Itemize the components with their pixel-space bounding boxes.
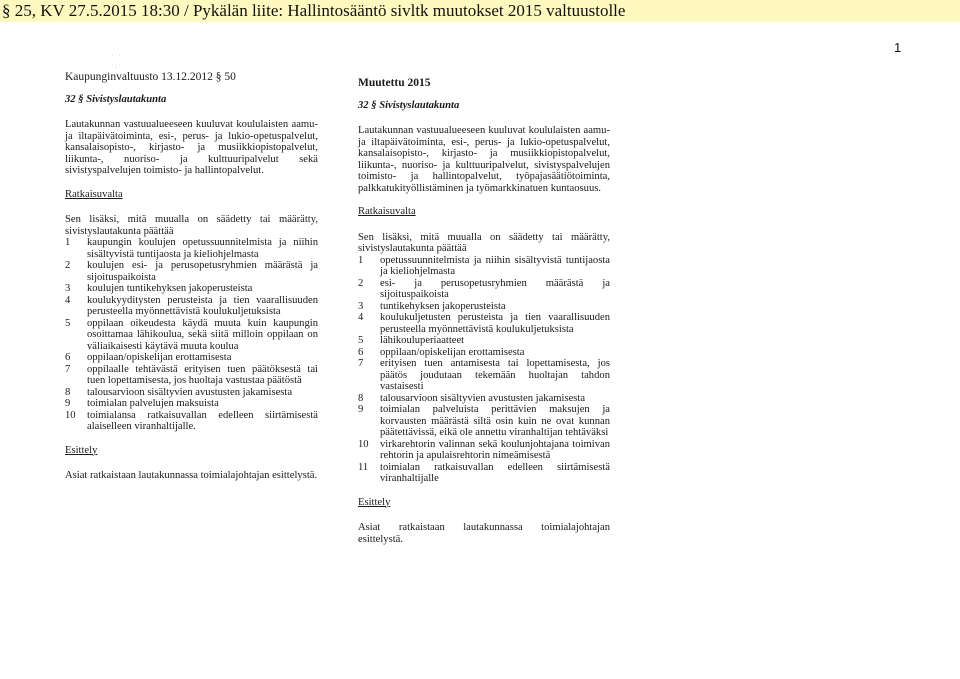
list-item: 1 kaupungin koulujen opetussuunnitelmista ja niihin sisältyvistä tuntijaosta ja kieliohjelmasta xyxy=(65,237,318,260)
left-intro-paragraph: Lautakunnan vastuualueeseen kuuluvat koululaisten aamu- ja iltapäivätoiminta, esi-, perus- ja lukio-opetuspalvelut, kansalaisopisto-, kirjasto- ja musiikkiopistopalvelut, liikunta-, nuoriso- ja kulttuuripalvelut sekä sivistyspalvelujen toimisto- ja hallintopalvelut. xyxy=(65,119,318,176)
list-item: 1 opetussuunnitelmista ja niihin sisältyvistä tuntijaosta ja kieliohjelmasta xyxy=(358,254,610,277)
list-item: 2 esi- ja perusopetusryhmien määrästä ja sijoituspaikoista xyxy=(358,277,610,300)
list-item: 7 erityisen tuen antamisesta tai lopettamisesta, jos päätös joudutaan tekemään huoltajan tahdon vastaisesti xyxy=(358,358,610,392)
list-item: 5 oppilaan oikeudesta käydä muuta kuin kaupungin osoittamaa lähikoulua, sekä siitä milloin oppilaan on väliaikaisesti käytävä muuta koulua xyxy=(65,317,318,352)
list-item: 11 toimialan ratkaisuvallan edelleen siirtämisestä viranhaltijalle xyxy=(358,461,610,484)
list-item: 3 koulujen tuntikehyksen jakoperusteista xyxy=(65,283,253,294)
list-item: 10 toimialansa ratkaisuvallan edelleen siirtämisestä alaiselleen viranhaltijalle. xyxy=(65,409,318,432)
left-decision-list xyxy=(65,237,318,433)
list-item: 7 oppilaalle tehtävästä erityisen tuen päätöksestä tai tuen lopettamisesta, jos huoltaja vastustaa päätöstä xyxy=(65,363,318,386)
list-item: 4 koulukuljetusten perusteista ja tien vaarallisuuden perusteella myönnettävistä koulukuljetuksista xyxy=(358,312,610,335)
right-decision-heading: Ratkaisuvalta xyxy=(358,206,416,217)
right-decision-intro: Sen lisäksi, mitä muualla on säädetty tai määrätty, sivistyslautakunta päättää xyxy=(358,231,610,254)
left-decision-heading: Ratkaisuvalta xyxy=(65,188,123,200)
left-column-original xyxy=(65,72,318,482)
list-item: 8 talousarvioon sisältyvien avustusten jakamisesta xyxy=(358,392,586,404)
right-column-amended xyxy=(358,78,610,545)
right-presentation-heading: Esittely xyxy=(358,496,391,508)
right-section-heading: 32 § Sivistyslautakunta xyxy=(358,99,460,111)
document-header-bar xyxy=(0,0,960,22)
list-item: 8 talousarvioon sisältyvien avustusten jakamisesta xyxy=(65,386,293,398)
left-decision-intro: Sen lisäksi, mitä muualla on säädetty tai määrätty, sivistyslautakunta päättää xyxy=(65,214,318,237)
right-intro-paragraph: Lautakunnan vastuualueeseen kuuluvat koululaisten aamu- ja iltapäivätoiminta, esi-, perus- ja lukio-opetuspalvelut, kansalaisopisto-, kirjasto- ja musiikkiopistopalvelut, liikunta-, nuoriso- ja kulttuuripalvelut, sivistyspalvelujen toimisto- ja hallintopalvelut, työpajasäätiötoiminta, palkkatukityöllistäminen ja työmarkkinatuen kuntaosuus. xyxy=(358,125,610,194)
right-column-title: Muutettu 2015 xyxy=(358,77,431,89)
list-item: 10 virkarehtorin valinnan sekä koulunjohtajana toimivan rehtorin ja apulaisrehtorin nimeämisestä xyxy=(358,438,610,461)
list-item: 5 lähikouluperiaatteet xyxy=(358,335,465,346)
list-item: 4 koulukyyditysten perusteista ja tien vaarallisuuden perusteella myönnettävistä koulukuljetuksista xyxy=(65,294,318,317)
page-number: 1 xyxy=(894,40,902,55)
left-presentation-text: Asiat ratkaistaan lautakunnassa toimialajohtajan esittelystä. xyxy=(65,470,318,481)
left-presentation-heading: Esittely xyxy=(65,444,98,456)
list-item: 6 oppilaan/opiskelijan erottamisesta xyxy=(65,352,232,363)
right-decision-list xyxy=(358,255,610,485)
right-presentation-text: Asiat ratkaistaan lautakunnassa toimialajohtajan esittelystä. xyxy=(358,522,610,545)
list-item: 9 toimialan palvelujen maksuista xyxy=(65,398,219,409)
document-title: § 25, KV 27.5.2015 18:30 / Pykälän liite: Hallintosääntö sivltk muutokset 2015 valtuustolle xyxy=(2,1,626,20)
list-item: 2 koulujen esi- ja perusopetusryhmien määrästä ja sijoituspaikoista xyxy=(65,260,318,283)
list-item: 3 tuntikehyksen jakoperusteista xyxy=(358,300,506,312)
list-item: 6 oppilaan/opiskelijan erottamisesta xyxy=(358,346,525,358)
left-column-title: Kaupunginvaltuusto 13.12.2012 § 50 xyxy=(65,71,236,83)
list-item: 9 toimialan palveluista perittävien maksujen ja korvausten määrästä siltä osin kuin ne ovat kunnan päätettävissä, eikä ole annettu viranhaltijan tehtäväksi xyxy=(358,404,610,438)
left-section-heading: 32 § Sivistyslautakunta xyxy=(65,93,167,105)
scan-artifact: · · ·:· xyxy=(111,50,123,70)
